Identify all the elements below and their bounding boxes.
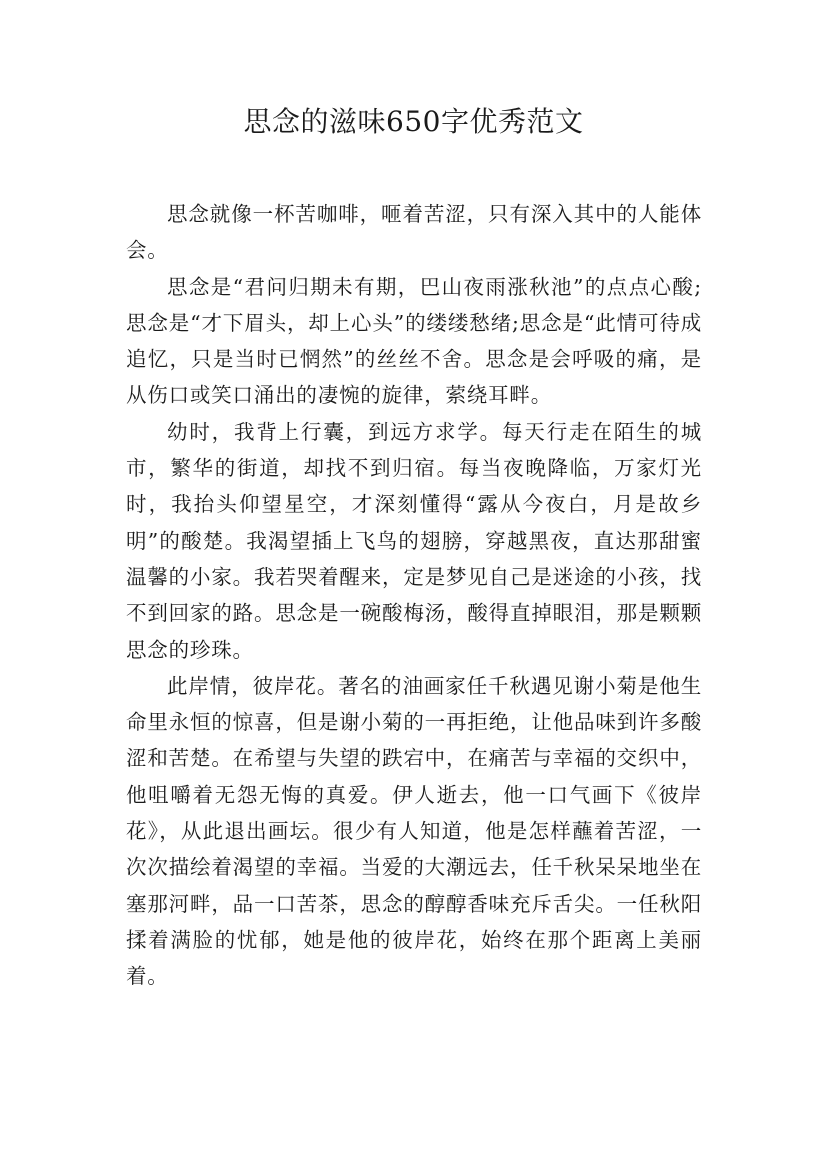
paragraph-3: 幼时，我背上行囊，到远方求学。每天行走在陌生的城市，繁华的街道，却找不到归宿。每当夜晚降临，万家灯光时，我抬头仰望星空，才深刻懂得“露从今夜白，月是故乡明”的酸楚。我渴望插上飞鸟的翅膀，穿越黑夜，直达那甜蜜温馨的小家。我若哭着醒来，定是梦见自己是迷途的小孩，找不到回家的路。思念是一碗酸梅汤，酸得直掉眼泪，那是颗颗思念的珍珠。	[126, 419, 702, 662]
document-title: 思念的滋味650字优秀范文	[243, 105, 584, 138]
paragraph-2: 思念是“君问归期未有期，巴山夜雨涨秋池”的点点心酸;思念是“才下眉头，却上心头”的缕缕愁绪;思念是“此情可待成追忆，只是当时已惘然”的丝丝不舍。思念是会呼吸的痛，是从伤口或笑口涌出的凄惋的旋律，萦绕耳畔。	[126, 274, 702, 408]
document-body	[126, 196, 702, 995]
paragraph-4: 此岸情，彼岸花。著名的油画家任千秋遇见谢小菊是他生命里永恒的惊喜，但是谢小菊的一再拒绝，让他品味到许多酸涩和苦楚。在希望与失望的跌宕中，在痛苦与幸福的交织中，他咀嚼着无怨无悔的真爱。伊人逝去，他一口气画下《彼岸花》，从此退出画坛。很少有人知道，他是怎样蘸着苦涩，一次次描绘着渴望的幸福。当爱的大潮远去，任千秋呆呆地坐在塞那河畔，品一口苦茶，思念的醇醇香味充斥舌尖。一任秋阳揉着满脸的忧郁，她是他的彼岸花，始终在那个距离上美丽着。	[126, 673, 702, 989]
paragraph-1: 思念就像一杯苦咖啡，咂着苦涩，只有深入其中的人能体会。	[126, 202, 702, 263]
